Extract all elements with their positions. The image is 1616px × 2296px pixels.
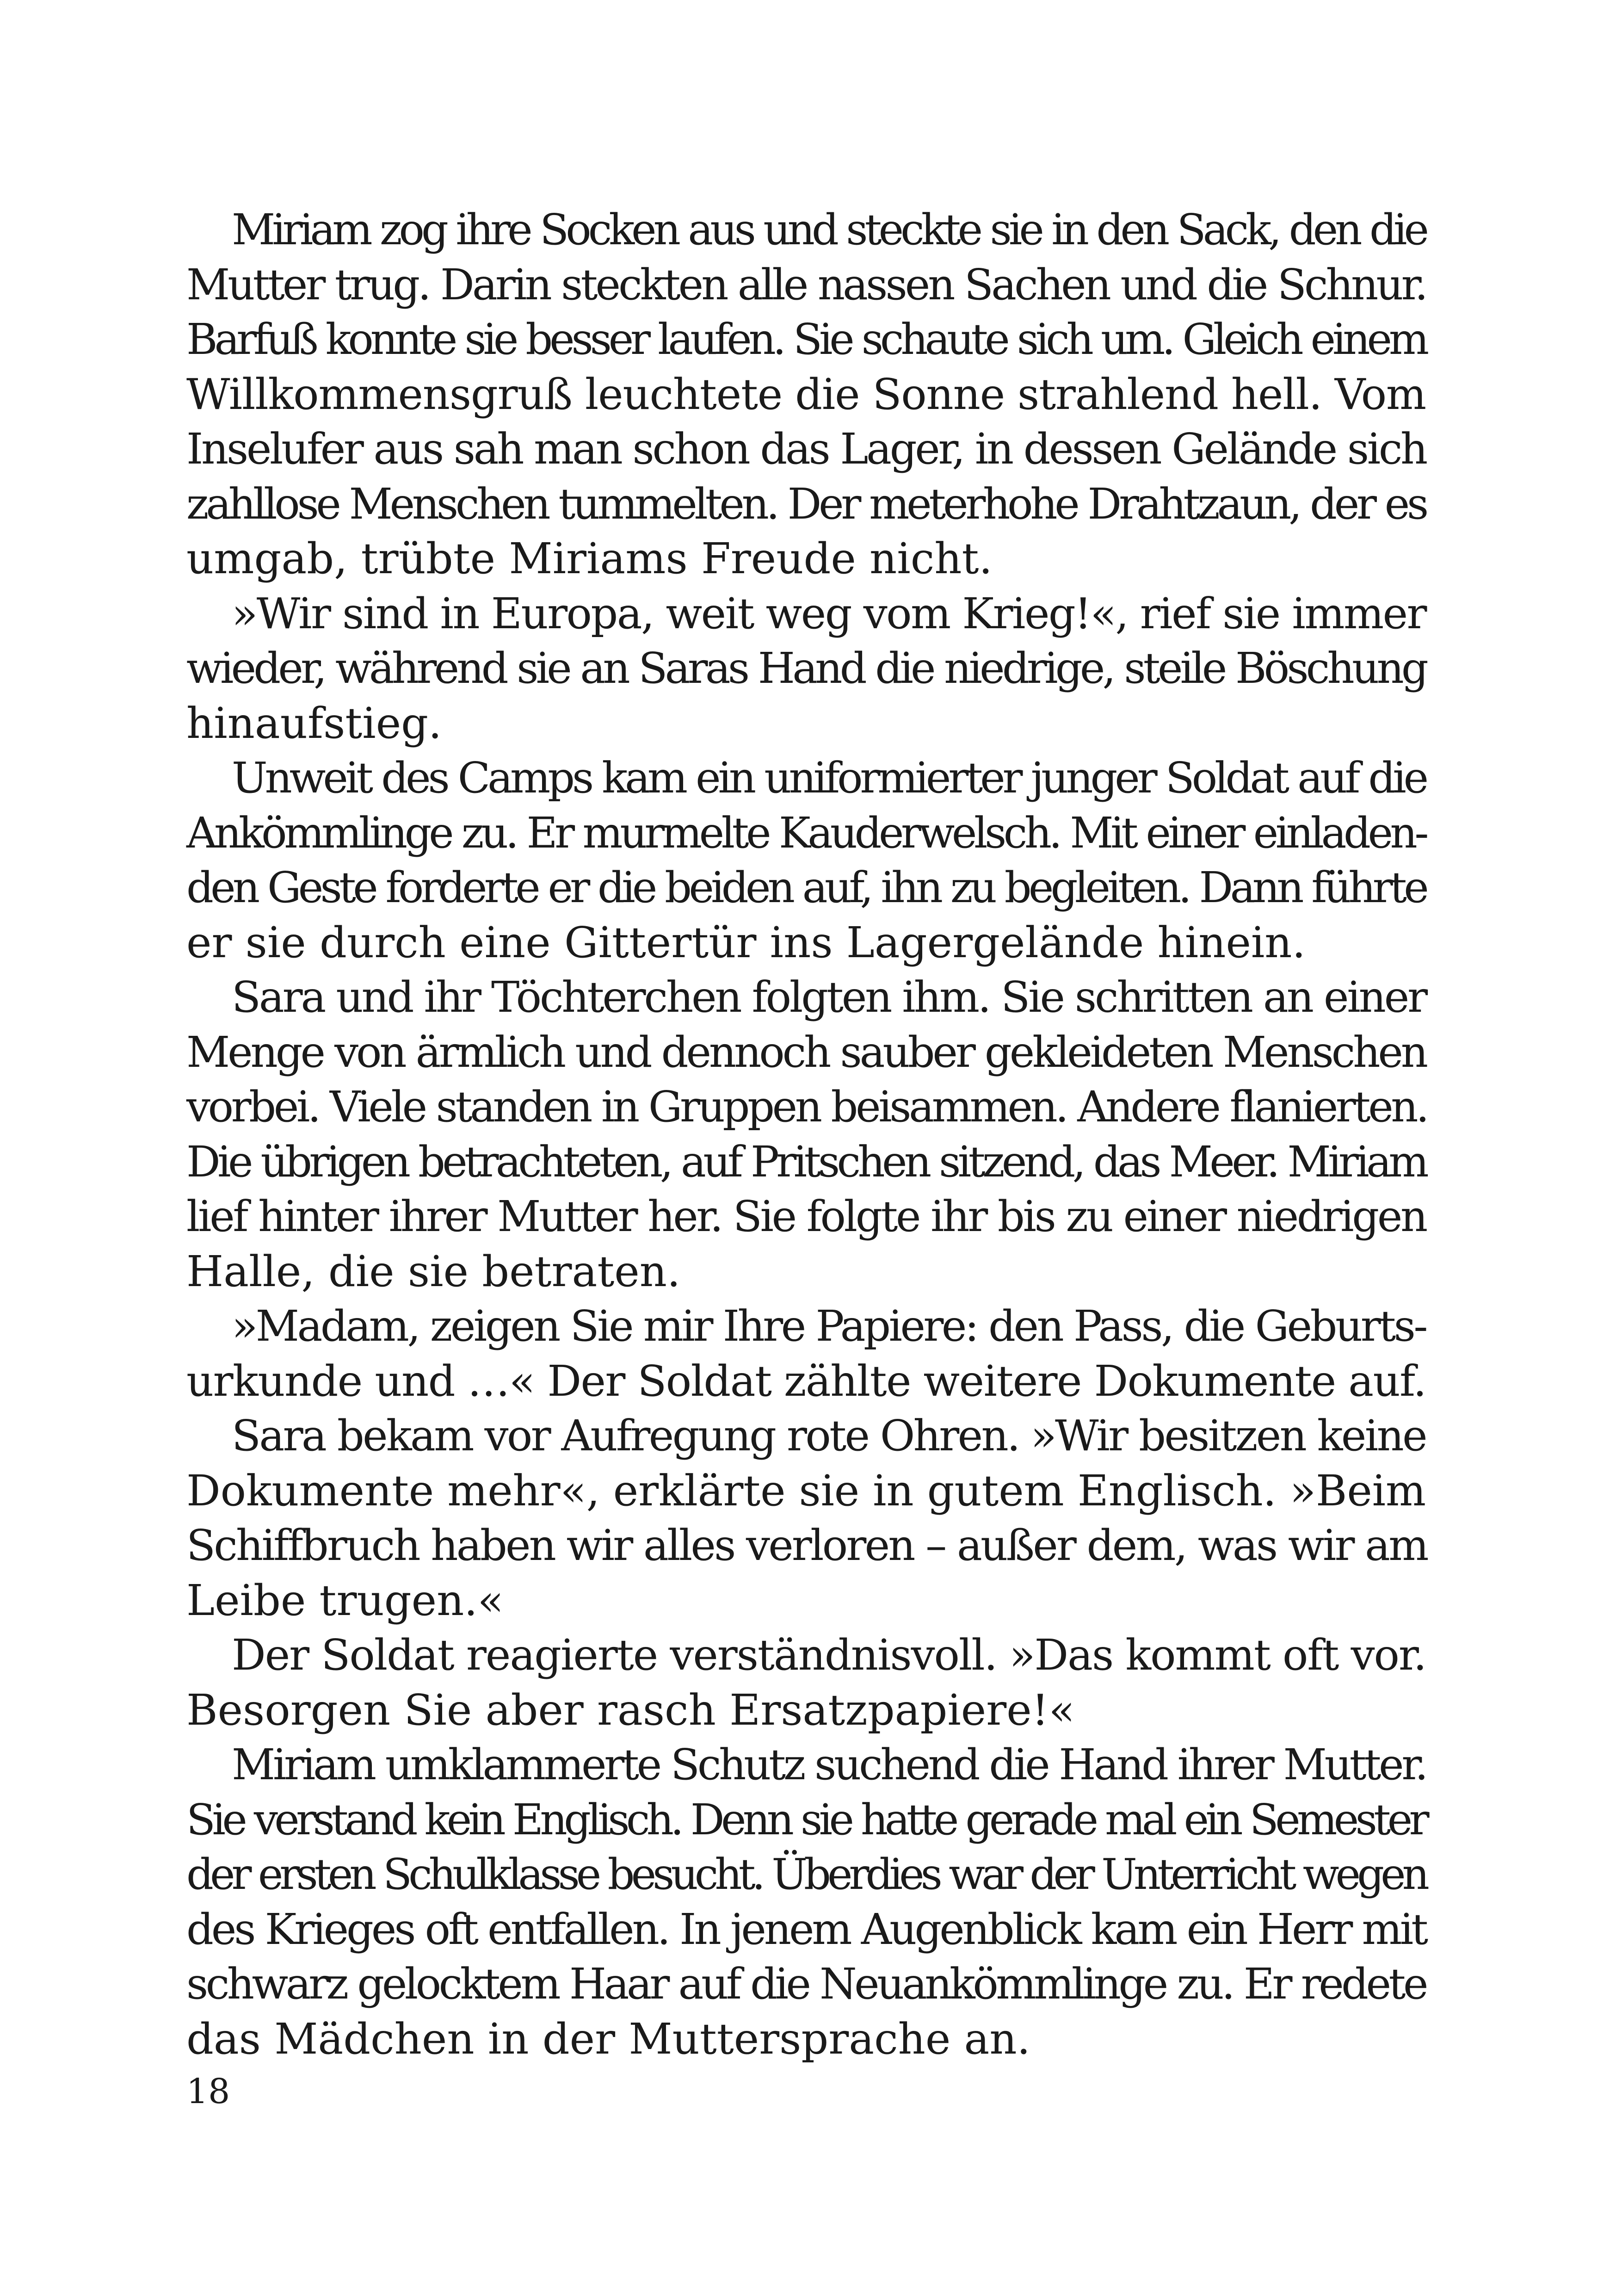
text-line: hinaufstieg. <box>186 698 442 748</box>
text-line: urkunde und …« Der Soldat zählte weitere Dokumente auf. <box>186 1356 1426 1406</box>
paragraph <box>186 203 1426 587</box>
text-line: Die übrigen betrachteten, auf Pritschen sitzend, das Meer. Miriam <box>186 1137 1426 1187</box>
paragraph <box>186 1628 1426 1738</box>
text-line: Dokumente mehr«, erklärte sie in gutem Englisch. »Beim <box>186 1466 1426 1516</box>
page-number: 18 <box>186 2072 230 2111</box>
text-line: schwarz gelocktem Haar auf die Neuankömmlinge zu. Er redete <box>186 1959 1426 2009</box>
paragraph <box>186 1738 1426 2067</box>
text-line: Leibe trugen.« <box>186 1575 504 1625</box>
paragraph <box>186 1409 1426 1628</box>
text-line: Sara bekam vor Aufregung rote Ohren. »Wir besitzen keine <box>232 1411 1426 1461</box>
text-line: Barfuß konnte sie besser laufen. Sie schaute sich um. Gleich einem <box>186 315 1426 364</box>
text-line: den Geste forderte er die beiden auf, ihn zu begleiten. Dann führte <box>186 863 1426 912</box>
paragraph <box>186 587 1426 751</box>
text-line: umgab, trübte Miriams Freude nicht. <box>186 534 993 583</box>
text-line: Der Soldat reagierte verständnisvoll. »Das kommt oft vor. <box>232 1630 1426 1680</box>
text-line: Schiffbruch haben wir alles verloren – außer dem, was wir am <box>186 1521 1427 1570</box>
paragraph <box>186 1299 1426 1409</box>
text-line: Mutter trug. Darin steckten alle nassen Sachen und die Schnur. <box>186 260 1426 309</box>
text-line: Ankömmlinge zu. Er murmelte Kauderwelsch. Mit einer einladen- <box>186 808 1426 858</box>
text-line: wieder, während sie an Saras Hand die niedrige, steile Böschung <box>186 644 1426 693</box>
text-line: vorbei. Viele standen in Gruppen beisammen. Andere flanierten. <box>186 1082 1427 1132</box>
paragraph <box>186 751 1426 970</box>
text-line: Miriam umklammerte Schutz suchend die Hand ihrer Mutter. <box>232 1740 1426 1789</box>
text-line: Besorgen Sie aber rasch Ersatzpapiere!« <box>186 1685 1075 1735</box>
text-line: Miriam zog ihre Socken aus und steckte sie in den Sack, den die <box>232 205 1426 254</box>
text-line: der ersten Schulklasse besucht. Überdies war der Unterricht wegen <box>186 1850 1426 1899</box>
text-line: das Mädchen in der Muttersprache an. <box>186 2014 1030 2064</box>
text-line: des Krieges oft entfallen. In jenem Augenblick kam ein Herr mit <box>186 1904 1426 1954</box>
text-line: zahllose Menschen tummelten. Der meterhohe Drahtzaun, der es <box>186 479 1426 529</box>
text-line: »Wir sind in Europa, weit weg vom Krieg!«, rief sie immer <box>232 588 1426 638</box>
text-line: lief hinter ihrer Mutter her. Sie folgte ihr bis zu einer niedrigen <box>186 1192 1426 1241</box>
text-line: Inselufer aus sah man schon das Lager, in dessen Gelände sich <box>186 424 1426 474</box>
paragraph <box>186 970 1426 1299</box>
text-line: Unweit des Camps kam ein uniformierter junger Soldat auf die <box>232 753 1426 803</box>
text-line: er sie durch eine Gittertür ins Lagergelände hinein. <box>186 917 1306 967</box>
text-line: Sara und ihr Töchterchen folgten ihm. Sie schritten an einer <box>232 972 1426 1022</box>
text-line: Halle, die sie betraten. <box>186 1246 681 1296</box>
text-line: Willkommensgruß leuchtete die Sonne strahlend hell. Vom <box>186 369 1426 419</box>
text-line: Sie verstand kein Englisch. Denn sie hatte gerade mal ein Semester <box>186 1795 1426 1844</box>
text-line: Menge von ärmlich und dennoch sauber gekleideten Menschen <box>186 1027 1426 1077</box>
body-text <box>186 203 1426 2067</box>
text-line: »Madam, zeigen Sie mir Ihre Papiere: den Pass, die Geburts- <box>232 1301 1426 1351</box>
